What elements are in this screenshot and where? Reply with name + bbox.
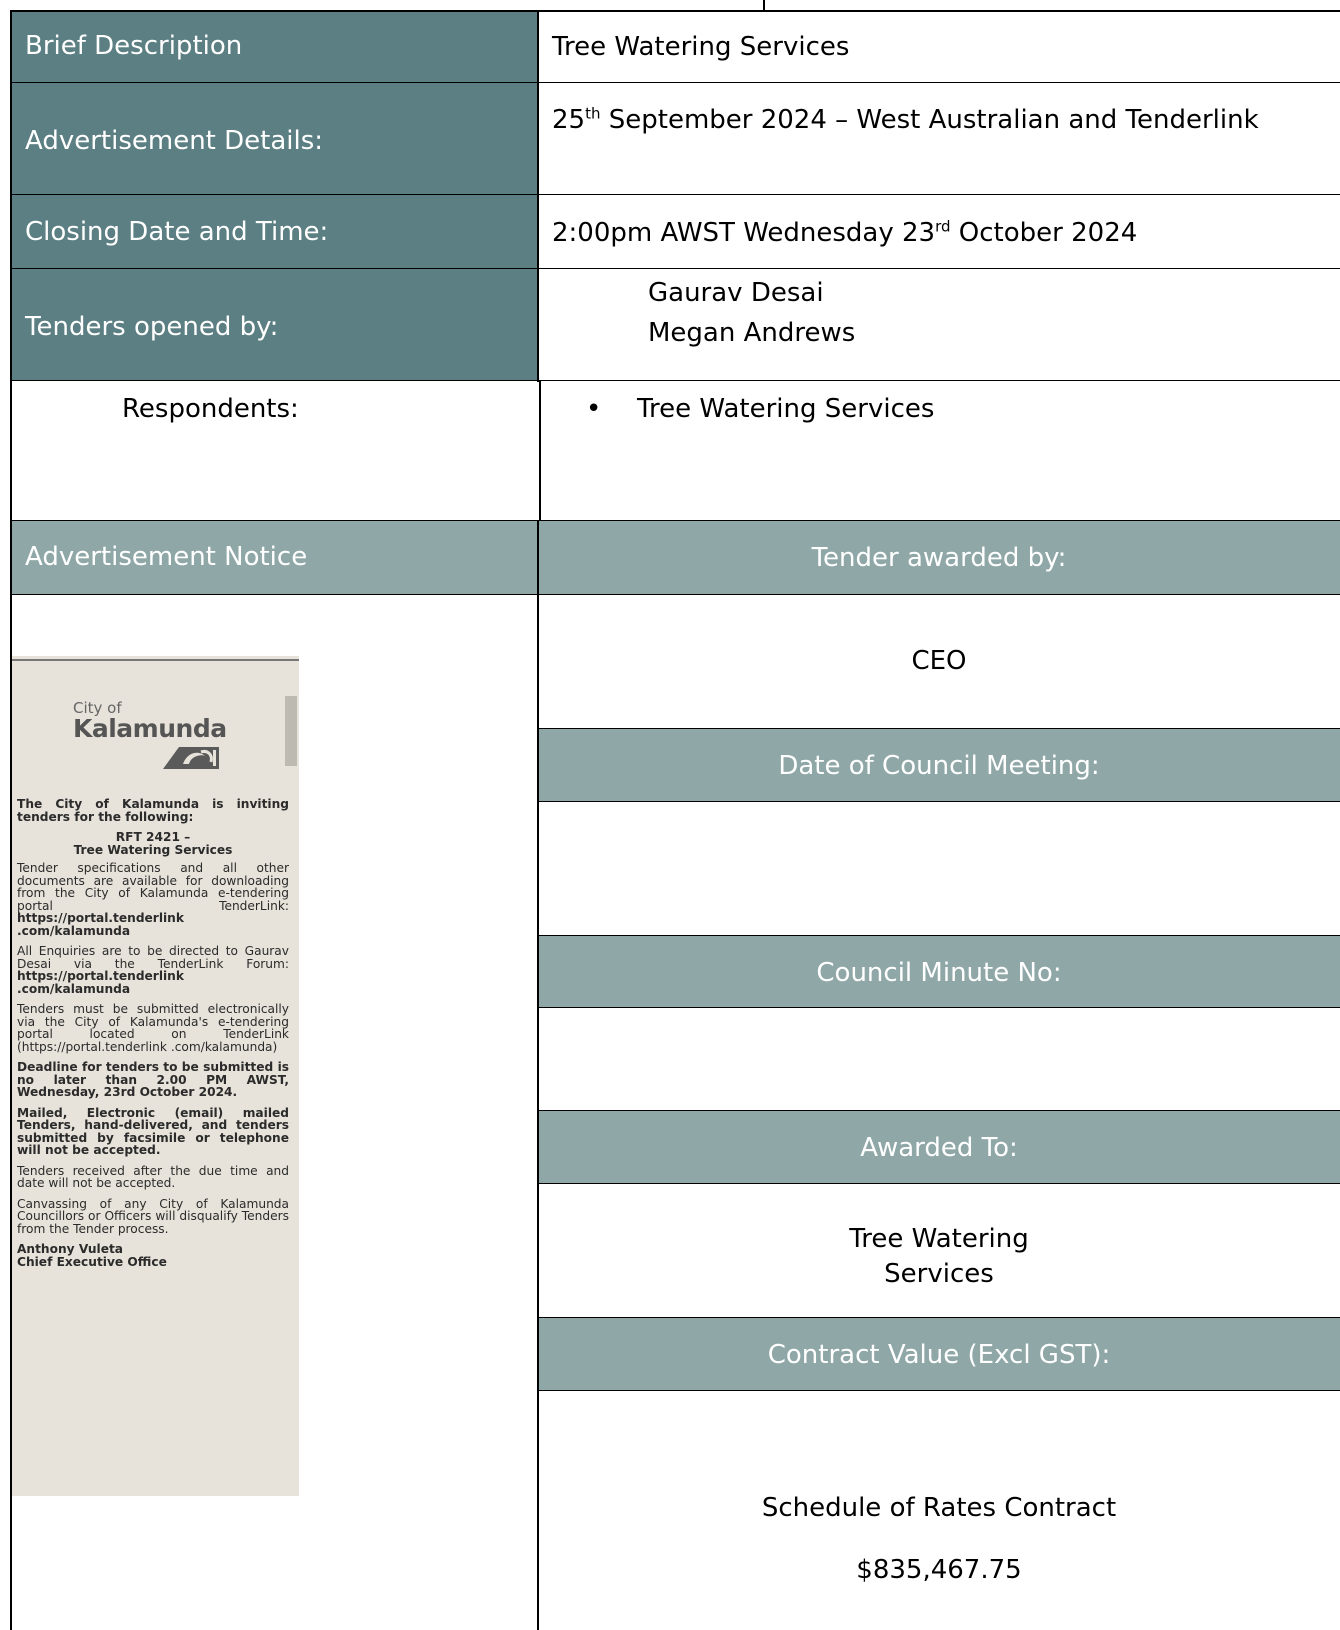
right-divider-5 — [538, 1110, 1340, 1111]
right-divider-7 — [538, 1317, 1340, 1318]
clipping-city-of: City of — [73, 699, 122, 717]
clipping-p2-link: https://portal.tenderlink .com/kalamunda — [17, 969, 184, 996]
closing-pre: 2:00pm AWST Wednesday 23 — [552, 218, 936, 248]
clipping-p3: Tenders must be submitted electronically via the City of Kalamunda's e-tendering portal located on TenderLink (https://portal.tenderlink .com/kalamunda) — [17, 1002, 289, 1054]
opened-name-1: Gaurav Desai — [648, 278, 824, 308]
right-divider-8 — [538, 1390, 1340, 1391]
respondents-label: Respondents: — [122, 394, 299, 424]
minute-header-cell — [538, 936, 1340, 1008]
row-divider-6 — [11, 594, 1340, 595]
contract-header: Contract Value (Excl GST): — [767, 1340, 1111, 1370]
advert-day: 25 — [552, 105, 586, 135]
clipping-p1-link: https://portal.tenderlink .com/kalamunda — [17, 911, 184, 938]
brief-label: Brief Description — [25, 31, 243, 61]
clipping-p4: Deadline for tenders to be submitted is no later than 2.00 PM AWST, Wednesday, 23rd October 2024. — [17, 1060, 289, 1099]
clipping-kalamunda-logo: Kalamunda — [73, 714, 227, 743]
brief-label-cell — [11, 11, 537, 83]
closing-suffix: rd — [935, 217, 951, 236]
right-divider-3 — [538, 935, 1340, 936]
clipping-para-1 — [17, 862, 289, 937]
clipping-top-rule — [11, 659, 299, 661]
column-divider-lower — [537, 520, 539, 1630]
contract-amount: $835,467.75 — [856, 1555, 1022, 1585]
row-divider-4 — [11, 380, 1340, 381]
right-divider-2 — [538, 801, 1340, 802]
clipping-p2: All Enquiries are to be directed to Gaurav Desai via the TenderLink Forum: — [17, 944, 289, 971]
awarded-to-line1: Tree Watering — [849, 1224, 1029, 1254]
notice-header-cell — [11, 521, 538, 595]
notice-header: Advertisement Notice — [25, 542, 308, 572]
contract-header-cell — [538, 1318, 1340, 1391]
closing-label: Closing Date and Time: — [25, 217, 329, 247]
awarded-by-header: Tender awarded by: — [811, 543, 1067, 573]
council-meeting-header: Date of Council Meeting: — [778, 751, 1100, 781]
advert-value — [552, 104, 1259, 136]
advert-label: Advertisement Details: — [25, 126, 324, 156]
respondent-bullet: • — [586, 394, 602, 424]
clipping-intro: The City of Kalamunda is inviting tenders for the following: — [17, 797, 289, 824]
minute-header: Council Minute No: — [816, 958, 1062, 988]
clipping-p5: Mailed, Electronic (email) mailed Tenders, hand-delivered, and tenders submitted by facsimile or telephone will not be accepted. — [17, 1105, 289, 1157]
awarded-to-line2: Services — [884, 1259, 994, 1289]
row-divider-3 — [11, 268, 1340, 269]
council-meeting-header-cell — [538, 729, 1340, 802]
clipping-sign1: Anthony Vuleta — [17, 1242, 124, 1256]
table-left-border — [10, 10, 12, 1630]
contract-value-cell — [538, 1391, 1340, 1630]
closing-label-cell — [11, 195, 537, 269]
advert-rest: September 2024 – West Australian and Tenderlink — [600, 105, 1259, 135]
column-divider-respondents — [539, 381, 541, 521]
advertisement-clipping-image — [11, 656, 299, 1496]
advert-label-cell — [11, 83, 537, 195]
kalamunda-logo-icon — [161, 744, 221, 770]
clipping-p7: Canvassing of any City of Kalamunda Councillors or Officers will disqualify Tenders from the Tender process. — [17, 1196, 289, 1236]
clipping-rft-line2: Tree Watering Services — [73, 842, 233, 857]
awarded-to-header-cell — [538, 1111, 1340, 1184]
advert-suffix: th — [585, 104, 601, 123]
opened-name-2: Megan Andrews — [648, 318, 856, 348]
clipping-text — [17, 798, 289, 1276]
awarded-by-value-cell — [538, 595, 1340, 729]
awarded-by-header-cell — [538, 521, 1340, 595]
minute-value-cell — [538, 1008, 1340, 1111]
clipping-rft-line1: RFT 2421 – — [115, 830, 191, 844]
brief-value: Tree Watering Services — [552, 32, 850, 62]
row-divider-1 — [11, 82, 1340, 83]
closing-value — [552, 217, 1137, 249]
closing-rest: October 2024 — [950, 218, 1138, 248]
clipping-para-2 — [17, 945, 289, 995]
opened-label-cell — [11, 269, 537, 381]
respondent-item: Tree Watering Services — [637, 394, 935, 424]
right-divider-1 — [538, 728, 1340, 729]
awarded-by-value: CEO — [911, 646, 967, 676]
opened-label: Tenders opened by: — [25, 312, 279, 342]
column-divider-upper — [537, 10, 539, 382]
right-divider-4 — [538, 1007, 1340, 1008]
council-meeting-value-cell — [538, 802, 1340, 936]
right-divider-6 — [538, 1183, 1340, 1184]
clipping-adjacent-column — [285, 696, 297, 766]
table-top-border — [11, 10, 1340, 12]
clipping-p6: Tenders received after the due time and date will not be accepted. — [17, 1163, 289, 1190]
clipping-sign2: Chief Executive Office — [17, 1254, 167, 1269]
awarded-to-value-cell — [538, 1184, 1340, 1318]
awarded-to-header: Awarded To: — [860, 1133, 1018, 1163]
contract-type: Schedule of Rates Contract — [761, 1493, 1117, 1523]
clipping-p1: Tender specifications and all other documents are available for downloading from the City of Kalamunda e-tendering portal TenderLink: — [17, 861, 289, 913]
row-divider-2 — [11, 194, 1340, 195]
row-divider-5 — [11, 520, 1340, 521]
